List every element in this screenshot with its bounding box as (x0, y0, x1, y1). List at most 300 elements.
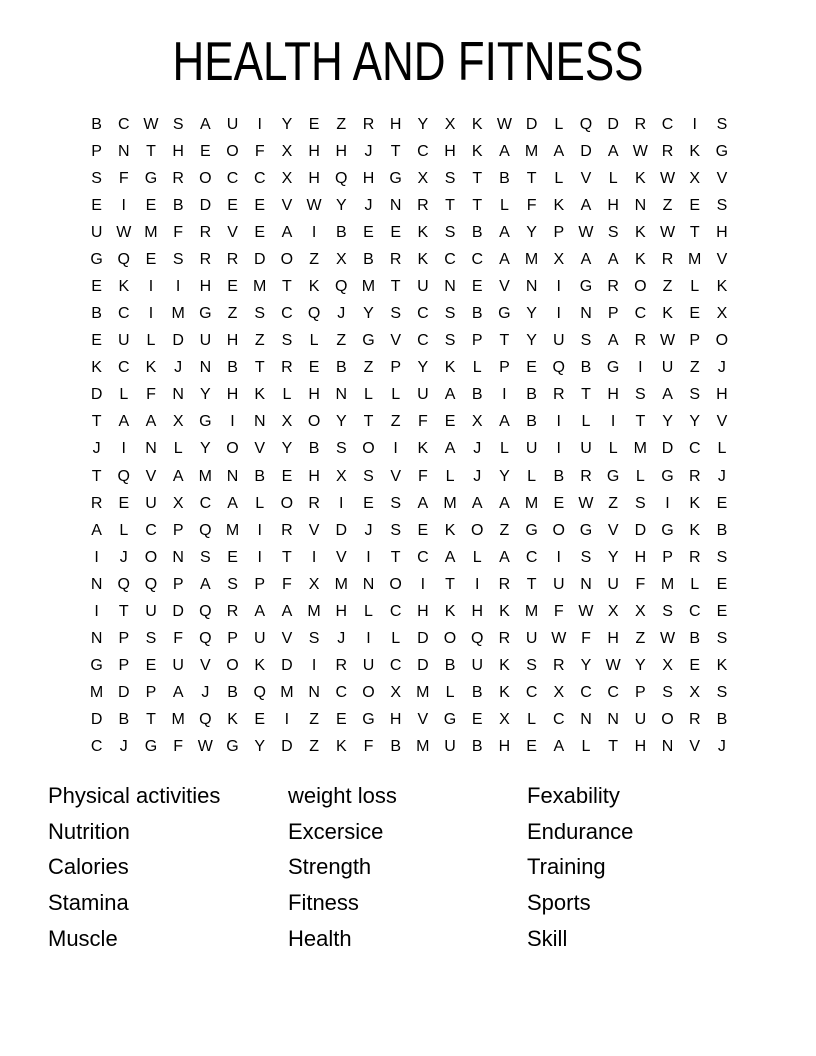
grid-letter: H (417, 602, 429, 620)
grid-letter: X (335, 250, 347, 268)
grid-letter: B (689, 630, 701, 648)
grid-letter: L (391, 386, 401, 404)
grid-letter: Y (580, 657, 592, 675)
grid-letter: A (580, 250, 592, 268)
grid-letter: J (364, 521, 373, 539)
grid-letter: X (281, 142, 293, 160)
grid-letter: P (145, 684, 157, 702)
grid-letter: E (227, 278, 238, 295)
word-search-grid (83, 111, 736, 761)
grid-letter: L (690, 278, 700, 295)
grid-letter: A (471, 494, 483, 512)
grid-letter: K (689, 142, 701, 160)
grid-letter: M (334, 575, 348, 593)
word-list-item: weight loss (288, 783, 397, 808)
grid-letter: T (499, 332, 510, 350)
grid-letter: A (200, 575, 211, 593)
grid-letter: I (556, 440, 561, 458)
grid-letter: U (661, 359, 674, 377)
grid-letter: R (199, 250, 212, 268)
grid-letter: E (363, 494, 374, 512)
grid-letter: P (553, 223, 565, 241)
grid-letter: B (553, 467, 565, 485)
grid-letter: E (200, 142, 211, 160)
grid-letter: A (580, 196, 592, 214)
grid-letter: Y (363, 305, 374, 323)
grid-letter: C (90, 738, 103, 756)
grid-letter: M (524, 250, 539, 268)
grid-letter: T (282, 548, 292, 566)
grid-letter: B (91, 305, 102, 323)
grid-letter: U (226, 115, 239, 133)
grid-letter: P (662, 548, 673, 566)
grid-letter: R (498, 575, 511, 593)
grid-letter: S (390, 305, 401, 323)
grid-letter: U (253, 630, 266, 648)
grid-letter: S (172, 250, 184, 268)
grid-letter: I (393, 440, 398, 458)
grid-letter: W (143, 115, 159, 133)
grid-letter: S (580, 332, 592, 350)
grid-letter: T (146, 711, 156, 729)
grid-letter: U (145, 494, 157, 512)
grid-letter: G (443, 711, 457, 729)
grid-letter: B (716, 521, 728, 539)
grid-letter: Y (526, 332, 537, 350)
grid-letter: V (335, 548, 347, 566)
grid-letter: J (92, 440, 101, 458)
grid-letter: L (364, 602, 373, 620)
grid-letter: B (471, 223, 483, 241)
grid-letter: X (172, 494, 184, 512)
grid-letter: N (634, 196, 647, 214)
grid-letter: N (172, 548, 184, 566)
grid-letter: Z (608, 494, 619, 512)
grid-letter: X (499, 711, 510, 729)
grid-letter: M (443, 494, 457, 512)
grid-letter: D (199, 196, 212, 214)
grid-letter: I (121, 440, 126, 458)
grid-letter: W (116, 223, 132, 241)
grid-letter: I (474, 575, 480, 593)
grid-letter: E (417, 521, 429, 539)
grid-letter: D (253, 250, 266, 268)
grid-letter: Y (499, 467, 510, 485)
grid-letter: Z (336, 332, 347, 350)
grid-letter: V (716, 413, 728, 431)
grid-letter: M (524, 494, 539, 512)
grid-letter: K (444, 602, 456, 620)
grid-letter: X (281, 413, 293, 431)
grid-letter: L (527, 467, 537, 485)
grid-letter: A (417, 494, 429, 512)
grid-letter: W (659, 332, 676, 350)
grid-letter: S (580, 548, 592, 566)
grid-letter: D (580, 142, 592, 160)
grid-letter: L (445, 467, 455, 485)
grid-letter: Y (335, 196, 347, 214)
grid-letter: X (716, 305, 728, 323)
word-list-column-3 (527, 778, 633, 957)
grid-letter: W (659, 169, 676, 187)
grid-letter: Q (199, 630, 212, 648)
grid-letter: S (390, 494, 401, 512)
grid-letter: F (526, 196, 537, 214)
grid-letter: W (659, 223, 676, 241)
grid-letter: G (362, 711, 375, 729)
grid-letter: M (524, 602, 539, 620)
grid-letter: H (389, 115, 402, 133)
grid-letter: L (581, 738, 591, 756)
grid-letter: I (94, 602, 99, 620)
grid-letter: D (172, 602, 184, 620)
grid-letter: F (635, 575, 646, 593)
grid-letter: N (389, 196, 402, 214)
grid-letter: H (172, 142, 184, 160)
grid-letter: R (199, 223, 212, 241)
grid-letter: W (578, 494, 594, 512)
grid-letter: K (471, 115, 483, 133)
grid-letter: P (118, 630, 130, 648)
grid-letter: G (226, 738, 239, 756)
grid-letter: T (91, 467, 102, 485)
grid-letter: G (498, 305, 511, 323)
grid-letter: E (390, 223, 401, 241)
grid-letter: K (635, 223, 646, 241)
grid-letter: K (689, 494, 701, 512)
grid-letter: P (172, 521, 184, 539)
word-list-item: Sports (527, 890, 591, 916)
grid-letter: O (226, 440, 239, 458)
grid-letter: W (197, 738, 213, 756)
grid-letter: I (257, 548, 262, 566)
grid-letter: T (282, 278, 292, 295)
grid-letter: D (90, 711, 103, 729)
grid-letter: L (608, 440, 618, 458)
grid-letter: F (254, 142, 265, 160)
grid-letter: C (389, 602, 402, 620)
grid-letter: R (688, 548, 701, 566)
grid-letter: U (553, 332, 565, 350)
grid-letter: H (199, 278, 212, 295)
grid-letter: L (635, 467, 645, 485)
grid-letter: V (716, 169, 728, 187)
grid-letter: Z (390, 413, 401, 431)
grid-letter: L (527, 711, 537, 729)
grid-letter: E (91, 332, 102, 350)
grid-letter: I (257, 521, 262, 539)
grid-letter: H (226, 332, 239, 350)
grid-letter: E (526, 738, 537, 756)
grid-letter: U (172, 657, 184, 675)
grid-letter: O (144, 548, 158, 566)
grid-letter: S (254, 305, 266, 323)
grid-letter: P (254, 575, 266, 593)
grid-letter: L (554, 169, 564, 187)
grid-letter: H (308, 169, 320, 187)
grid-letter: S (716, 115, 728, 133)
grid-letter: B (499, 169, 510, 187)
grid-letter: K (308, 278, 320, 295)
grid-letter: D (118, 684, 130, 702)
grid-letter: V (390, 467, 401, 485)
grid-letter: S (662, 684, 673, 702)
grid-letter: A (499, 413, 510, 431)
grid-letter: A (444, 386, 456, 404)
grid-letter: B (716, 711, 728, 729)
grid-letter: E (281, 467, 293, 485)
grid-letter: Y (689, 413, 701, 431)
grid-letter: Y (200, 440, 211, 458)
grid-letter: E (716, 602, 728, 620)
grid-letter: S (227, 575, 238, 593)
grid-letter: P (227, 630, 238, 648)
grid-letter: N (226, 467, 239, 485)
grid-letter: F (417, 413, 428, 431)
grid-letter: S (689, 386, 701, 404)
word-list-item: Calories (48, 854, 129, 880)
grid-letter: M (633, 440, 647, 458)
grid-letter: H (308, 142, 320, 160)
grid-letter: R (308, 494, 320, 512)
grid-letter: R (417, 196, 429, 214)
grid-letter: Q (199, 602, 212, 620)
word-list-column-1 (48, 778, 220, 957)
grid-letter: K (254, 386, 266, 404)
grid-letter: A (118, 413, 130, 431)
grid-letter: W (605, 657, 621, 675)
grid-letter: K (716, 657, 728, 675)
grid-letter: K (145, 359, 157, 377)
grid-letter: R (553, 386, 565, 404)
grid-letter: M (171, 711, 185, 729)
grid-letter: E (145, 250, 157, 268)
grid-letter: R (688, 711, 701, 729)
grid-letter: N (607, 711, 619, 729)
grid-letter: R (226, 602, 239, 620)
grid-letter: T (635, 413, 646, 431)
grid-letter: T (689, 223, 700, 241)
grid-letter: S (607, 223, 619, 241)
grid-letter: L (282, 386, 292, 404)
puzzle-title: HEALTH AND FITNESS (172, 30, 644, 92)
grid-letter: O (199, 169, 212, 187)
grid-letter: Q (579, 115, 593, 133)
grid-letter: V (308, 521, 320, 539)
grid-letter: C (525, 684, 538, 702)
grid-letter: E (118, 494, 130, 512)
grid-letter: N (444, 278, 456, 295)
grid-letter: I (366, 548, 371, 566)
grid-letter: C (118, 359, 130, 377)
grid-letter: A (281, 223, 293, 241)
grid-letter: G (90, 657, 103, 675)
grid-letter: B (471, 305, 483, 323)
grid-letter: R (498, 630, 511, 648)
grid-letter: L (554, 115, 564, 133)
grid-letter: C (580, 684, 592, 702)
grid-letter: E (526, 359, 537, 377)
grid-letter: S (363, 467, 374, 485)
grid-letter: A (553, 738, 565, 756)
grid-letter: I (556, 305, 561, 323)
grid-letter: C (118, 305, 130, 323)
grid-letter: K (716, 278, 728, 295)
grid-letter: Y (281, 115, 293, 133)
grid-letter: L (309, 332, 319, 350)
grid-letter: T (472, 169, 483, 187)
grid-letter: R (281, 521, 293, 539)
grid-letter: R (634, 115, 647, 133)
grid-letter: E (254, 711, 266, 729)
grid-letter: J (119, 738, 128, 756)
word-list-item: Health (288, 925, 352, 951)
grid-letter: M (361, 278, 376, 295)
grid-letter: J (473, 467, 482, 485)
grid-letter: A (91, 521, 102, 539)
word-list-item: Fexability (527, 783, 620, 808)
grid-letter: Q (307, 305, 321, 323)
grid-letter: V (607, 521, 619, 539)
grid-letter: S (335, 440, 347, 458)
grid-letter: G (389, 169, 402, 187)
grid-letter: C (389, 657, 402, 675)
grid-letter: A (499, 548, 510, 566)
grid-letter: V (689, 738, 701, 756)
grid-letter: E (689, 305, 701, 323)
grid-letter: N (118, 142, 130, 160)
grid-letter: C (661, 115, 674, 133)
grid-letter: K (118, 278, 130, 295)
grid-letter: T (526, 169, 537, 187)
grid-letter: K (417, 250, 429, 268)
grid-letter: K (499, 684, 510, 702)
grid-letter: I (502, 386, 507, 404)
grid-letter: E (227, 196, 238, 214)
grid-letter: K (499, 602, 510, 620)
grid-letter: P (499, 359, 510, 377)
grid-letter: S (444, 223, 456, 241)
grid-letter: I (257, 115, 262, 133)
grid-letter: Z (254, 332, 265, 350)
grid-letter: X (335, 467, 347, 485)
grid-letter: N (661, 738, 674, 756)
grid-letter: G (199, 413, 212, 431)
grid-letter: S (526, 657, 537, 675)
grid-letter: G (525, 521, 538, 539)
grid-letter: Z (309, 711, 319, 729)
grid-letter: O (470, 521, 484, 539)
grid-letter: N (580, 305, 592, 323)
grid-letter: V (227, 223, 238, 241)
grid-letter: Z (336, 115, 347, 133)
grid-letter: S (390, 521, 401, 539)
grid-letter: E (145, 196, 157, 214)
grid-letter: R (90, 494, 103, 512)
grid-letter: Z (227, 305, 238, 323)
grid-letter: M (688, 250, 702, 268)
grid-letter: F (363, 738, 374, 756)
grid-letter: W (306, 196, 322, 214)
grid-letter: C (634, 305, 647, 323)
grid-letter: I (339, 494, 344, 512)
grid-letter: V (580, 169, 592, 187)
grid-letter: V (145, 467, 157, 485)
grid-letter: B (335, 223, 347, 241)
grid-letter: K (444, 521, 456, 539)
grid-letter: N (580, 711, 592, 729)
grid-letter: G (199, 305, 212, 323)
grid-letter: X (308, 575, 320, 593)
grid-letter: X (172, 413, 184, 431)
grid-letter: A (499, 142, 510, 160)
grid-letter: S (91, 169, 102, 187)
grid-letter: M (416, 738, 430, 756)
grid-letter: A (499, 223, 510, 241)
grid-letter: E (716, 575, 728, 593)
grid-letter: D (661, 440, 674, 458)
grid-letter: I (311, 223, 317, 241)
grid-letter: C (226, 169, 239, 187)
grid-letter: O (552, 521, 565, 539)
grid-letter: A (607, 142, 619, 160)
grid-letter: I (284, 711, 290, 729)
grid-letter: X (607, 602, 619, 620)
grid-letter: U (580, 440, 592, 458)
grid-letter: B (254, 467, 266, 485)
grid-letter: N (90, 630, 103, 648)
grid-letter: K (91, 359, 102, 377)
word-list-item: Skill (527, 925, 568, 951)
grid-letter: P (118, 657, 130, 675)
grid-letter: P (390, 359, 401, 377)
grid-letter: V (281, 196, 293, 214)
grid-letter: I (556, 278, 561, 295)
grid-letter: G (606, 467, 620, 485)
grid-letter: A (607, 332, 619, 350)
grid-letter: X (553, 250, 565, 268)
grid-letter: F (282, 575, 292, 593)
grid-letter: W (496, 115, 512, 133)
grid-letter: T (390, 142, 401, 160)
grid-letter: H (308, 386, 320, 404)
grid-letter: J (364, 196, 373, 214)
grid-letter: B (471, 738, 483, 756)
grid-letter: L (119, 386, 129, 404)
grid-letter: V (254, 440, 266, 458)
grid-letter: A (172, 467, 184, 485)
grid-letter: J (717, 359, 726, 377)
grid-letter: L (146, 332, 156, 350)
grid-letter: U (417, 386, 429, 404)
grid-letter: N (580, 575, 592, 593)
grid-letter: E (308, 359, 320, 377)
grid-letter: X (471, 413, 483, 431)
grid-letter: Q (253, 684, 266, 702)
grid-letter: E (363, 223, 374, 241)
grid-letter: B (172, 196, 184, 214)
grid-letter: W (659, 630, 676, 648)
grid-letter: D (90, 386, 103, 404)
grid-letter: I (556, 413, 561, 431)
grid-letter: R (335, 657, 348, 675)
grid-letter: E (471, 711, 483, 729)
grid-letter: K (254, 657, 266, 675)
grid-letter: A (444, 440, 456, 458)
grid-letter: Q (335, 169, 348, 187)
grid-letter: I (692, 115, 697, 133)
grid-letter: I (665, 494, 670, 512)
